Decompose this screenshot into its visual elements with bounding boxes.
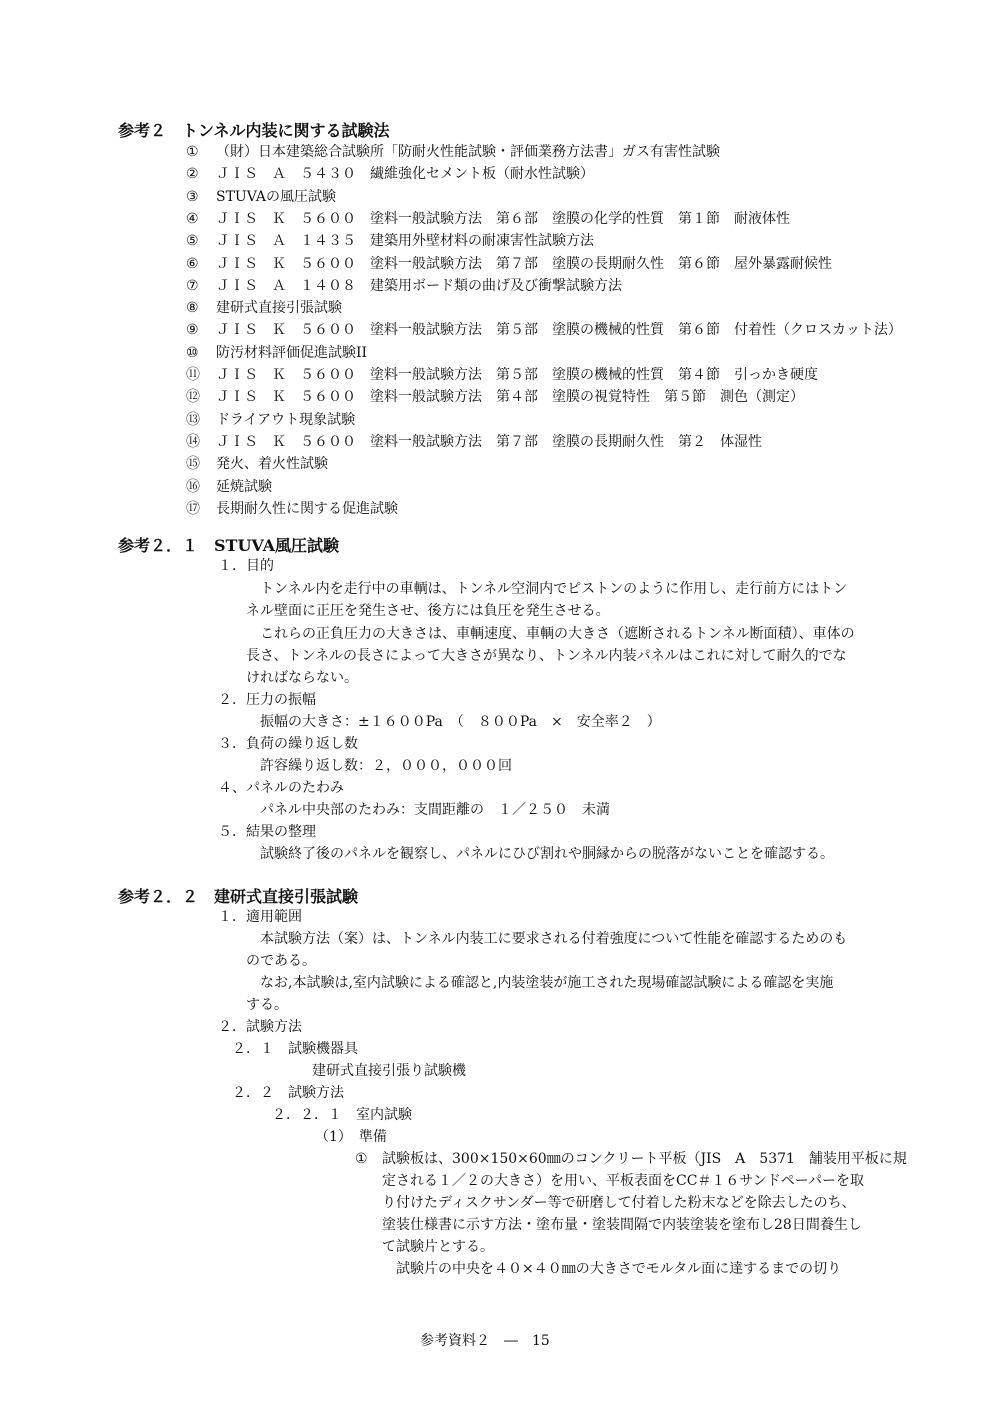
test-list-item-text: 延焼試験 xyxy=(216,479,272,495)
test-list-item-number: ⑤ xyxy=(186,233,199,249)
test-list-item-number: ⑭ xyxy=(186,434,200,450)
test-list-item-text: ＪＩＳ Ｋ ５６００ 塗料一般試験方法 第５部 塗膜の機械的性質 第４節 引っかき硬度 xyxy=(216,367,818,383)
test-list-item-text: ＪＩＳ Ｋ ５６００ 塗料一般試験方法 第５部 塗膜の機械的性質 第６節 付着性（クロスカット法） xyxy=(216,322,902,338)
test-list-item xyxy=(186,165,594,184)
scope-text: する。 xyxy=(246,997,288,1013)
purpose-heading: １．目的 xyxy=(218,558,274,574)
prep-item-text: 塗装仕様書に示す方法・塗布量・塗装間隔で内装塗装を塗布し28日間養生し xyxy=(382,1217,862,1233)
equip-text: 建研式直接引張り試験機 xyxy=(312,1063,466,1079)
section-title-stuva: 参考２．１ STUVA風圧試験 xyxy=(118,536,340,555)
test-list-item-text: ＪＩＳ Ａ １４０８ 建築用ボード類の曲げ及び衝撃試験方法 xyxy=(216,278,622,294)
section-title-tests: 参考２ トンネル内装に関する試験法 xyxy=(118,121,390,140)
test-list-item-number: ⑧ xyxy=(186,300,199,316)
test-list-item xyxy=(186,277,622,296)
test-list-item xyxy=(186,366,818,385)
test-list-item-text: ＪＩＳ Ｋ ５６００ 塗料一般試験方法 第６部 塗膜の化学的性質 第１節 耐液体性 xyxy=(216,211,790,227)
page-number: 参考資料２ ― 15 xyxy=(420,1333,550,1349)
test-list-item-number: ⑩ xyxy=(186,345,199,361)
test-list-item-text: ＪＩＳ Ｋ ５６００ 塗料一般試験方法 第４部 塗膜の視覚特性 第５節 測色（測定） xyxy=(216,389,804,405)
test-list-item-text: ドライアウト現象試験 xyxy=(216,412,356,428)
test-list-item xyxy=(186,388,804,407)
test-list-item-text: STUVAの風圧試験 xyxy=(216,189,336,205)
method-heading: ２．試験方法 xyxy=(218,1019,302,1035)
deflection-text: パネル中央部のたわみ：支間距離の １／２５０ 未満 xyxy=(260,802,610,818)
test-list-item-number: ⑪ xyxy=(186,367,200,383)
result-heading: ５．結果の整理 xyxy=(218,824,316,840)
test-list-item-text: 建研式直接引張試験 xyxy=(216,300,342,316)
prep-heading: （1） 準備 xyxy=(315,1129,387,1145)
test-list-item-number: ⑨ xyxy=(186,322,199,338)
prep-item-text: 定される１／２の大きさ）を用い、平板表面をCC＃１６サンドペーパーを取 xyxy=(382,1173,865,1189)
equip-heading: ２．１ 試験機器具 xyxy=(232,1041,358,1057)
test-list-item-number: ⑮ xyxy=(186,456,200,472)
purpose-text: ネル壁面に正圧を発生させ、後方には負圧を発生させる。 xyxy=(246,603,610,619)
section-title-kenken: 参考２．２ 建研式直接引張試験 xyxy=(118,887,359,906)
test-list-item xyxy=(186,321,902,340)
test-list-item-number: ⑰ xyxy=(186,501,200,517)
test-list-item-number: ⑦ xyxy=(186,278,199,294)
prep-item-text: り付けたディスクサンダー等で研磨して付着した粉末などを除去したのち、 xyxy=(382,1195,856,1211)
deflection-heading: ４、パネルのたわみ xyxy=(218,780,344,796)
prep-item-number: ① xyxy=(355,1151,368,1167)
scope-text: のである。 xyxy=(246,953,316,969)
test-list-item xyxy=(186,255,832,274)
test-list-item xyxy=(186,411,355,430)
test-list-item-number: ② xyxy=(186,166,199,182)
repeat-text: 許容繰り返し数：２，０００，０００回 xyxy=(260,758,512,774)
test-list-item-text: ＪＩＳ Ｋ ５６００ 塗料一般試験方法 第７部 塗膜の長期耐久性 第６節 屋外暴露耐候性 xyxy=(216,256,832,272)
test-list-item-text: 長期耐久性に関する促進試験 xyxy=(216,501,398,517)
test-list-item-number: ④ xyxy=(186,211,199,227)
test-list-item-number: ③ xyxy=(186,189,199,205)
purpose-text: 長さ、トンネルの長さによって大きさが異なり、トンネル内装パネルはこれに対して耐久的でな xyxy=(246,648,847,664)
test-list-item-text: （財）日本建築総合試験所「防耐火性能試験・評価業務方法書」ガス有害性試験 xyxy=(216,144,720,160)
prep-item-text: て試験片とする。 xyxy=(382,1239,494,1255)
test-list-item-number: ⑫ xyxy=(186,389,200,405)
prep-item-text: 試験板は、300×150×60㎜のコンクリート平板（JIS A 5371 舗装用平板に規 xyxy=(382,1151,907,1167)
test-list-item xyxy=(186,478,272,497)
method-sub-heading: ２．２ 試験方法 xyxy=(232,1085,344,1101)
result-text: 試験終了後のパネルを観察し、パネルにひび割れや胴縁からの脱落がないことを確認する。 xyxy=(260,846,834,862)
scope-heading: １．適用範囲 xyxy=(218,909,302,925)
amplitude-text: 振幅の大きさ：±１６００Pa （ ８００Pa × 安全率２ ） xyxy=(260,714,661,730)
indoor-heading: ２．２．１ 室内試験 xyxy=(272,1107,412,1123)
purpose-text: ければならない。 xyxy=(246,670,358,686)
test-list-item xyxy=(186,210,790,229)
test-list-item-text: ＪＩＳ Ｋ ５６００ 塗料一般試験方法 第７部 塗膜の長期耐久性 第２ 体湿性 xyxy=(216,434,762,450)
test-list-item xyxy=(186,232,594,251)
test-list-item xyxy=(186,188,336,207)
test-list-item xyxy=(186,455,328,474)
test-list-item-number: ⑬ xyxy=(186,412,200,428)
purpose-text: トンネル内を走行中の車輌は、トンネル空洞内でピストンのように作用し、走行前方にはトン xyxy=(260,581,848,597)
test-list-item-text: ＪＩＳ Ａ １４３５ 建築用外壁材料の耐凍害性試験方法 xyxy=(216,233,594,249)
repeat-heading: ３．負荷の繰り返し数 xyxy=(218,736,358,752)
test-list-item-number: ① xyxy=(186,144,199,160)
test-list-item-text: 防汚材料評価促進試験II xyxy=(216,345,368,361)
purpose-text: これらの正負圧力の大きさは、車輌速度、車輌の大きさ（遮断されるトンネル断面積）、車体の xyxy=(260,626,855,642)
scope-text: 本試験方法（案）は、トンネル内装工に要求される付着強度について性能を確認するためのも xyxy=(260,931,848,947)
scope-text: なお,本試験は,室内試験による確認と,内装塗装が施工された現場確認試験による確認を実施 xyxy=(260,975,834,991)
prep-item-text: 試験片の中央を４０×４０㎜の大きさでモルタル面に達するまでの切り xyxy=(396,1261,842,1277)
test-list-item xyxy=(186,433,762,452)
test-list-item xyxy=(186,299,342,318)
test-list-item-text: ＪＩＳ Ａ ５４３０ 繊維強化セメント板（耐水性試験） xyxy=(216,166,594,182)
test-list-item-text: 発火、着火性試験 xyxy=(216,456,328,472)
test-list-item xyxy=(186,143,720,162)
amplitude-heading: ２．圧力の振幅 xyxy=(218,692,316,708)
test-list-item xyxy=(186,344,367,363)
test-list-item-number: ⑯ xyxy=(186,479,200,495)
test-list-item xyxy=(186,500,398,519)
test-list-item-number: ⑥ xyxy=(186,256,199,272)
